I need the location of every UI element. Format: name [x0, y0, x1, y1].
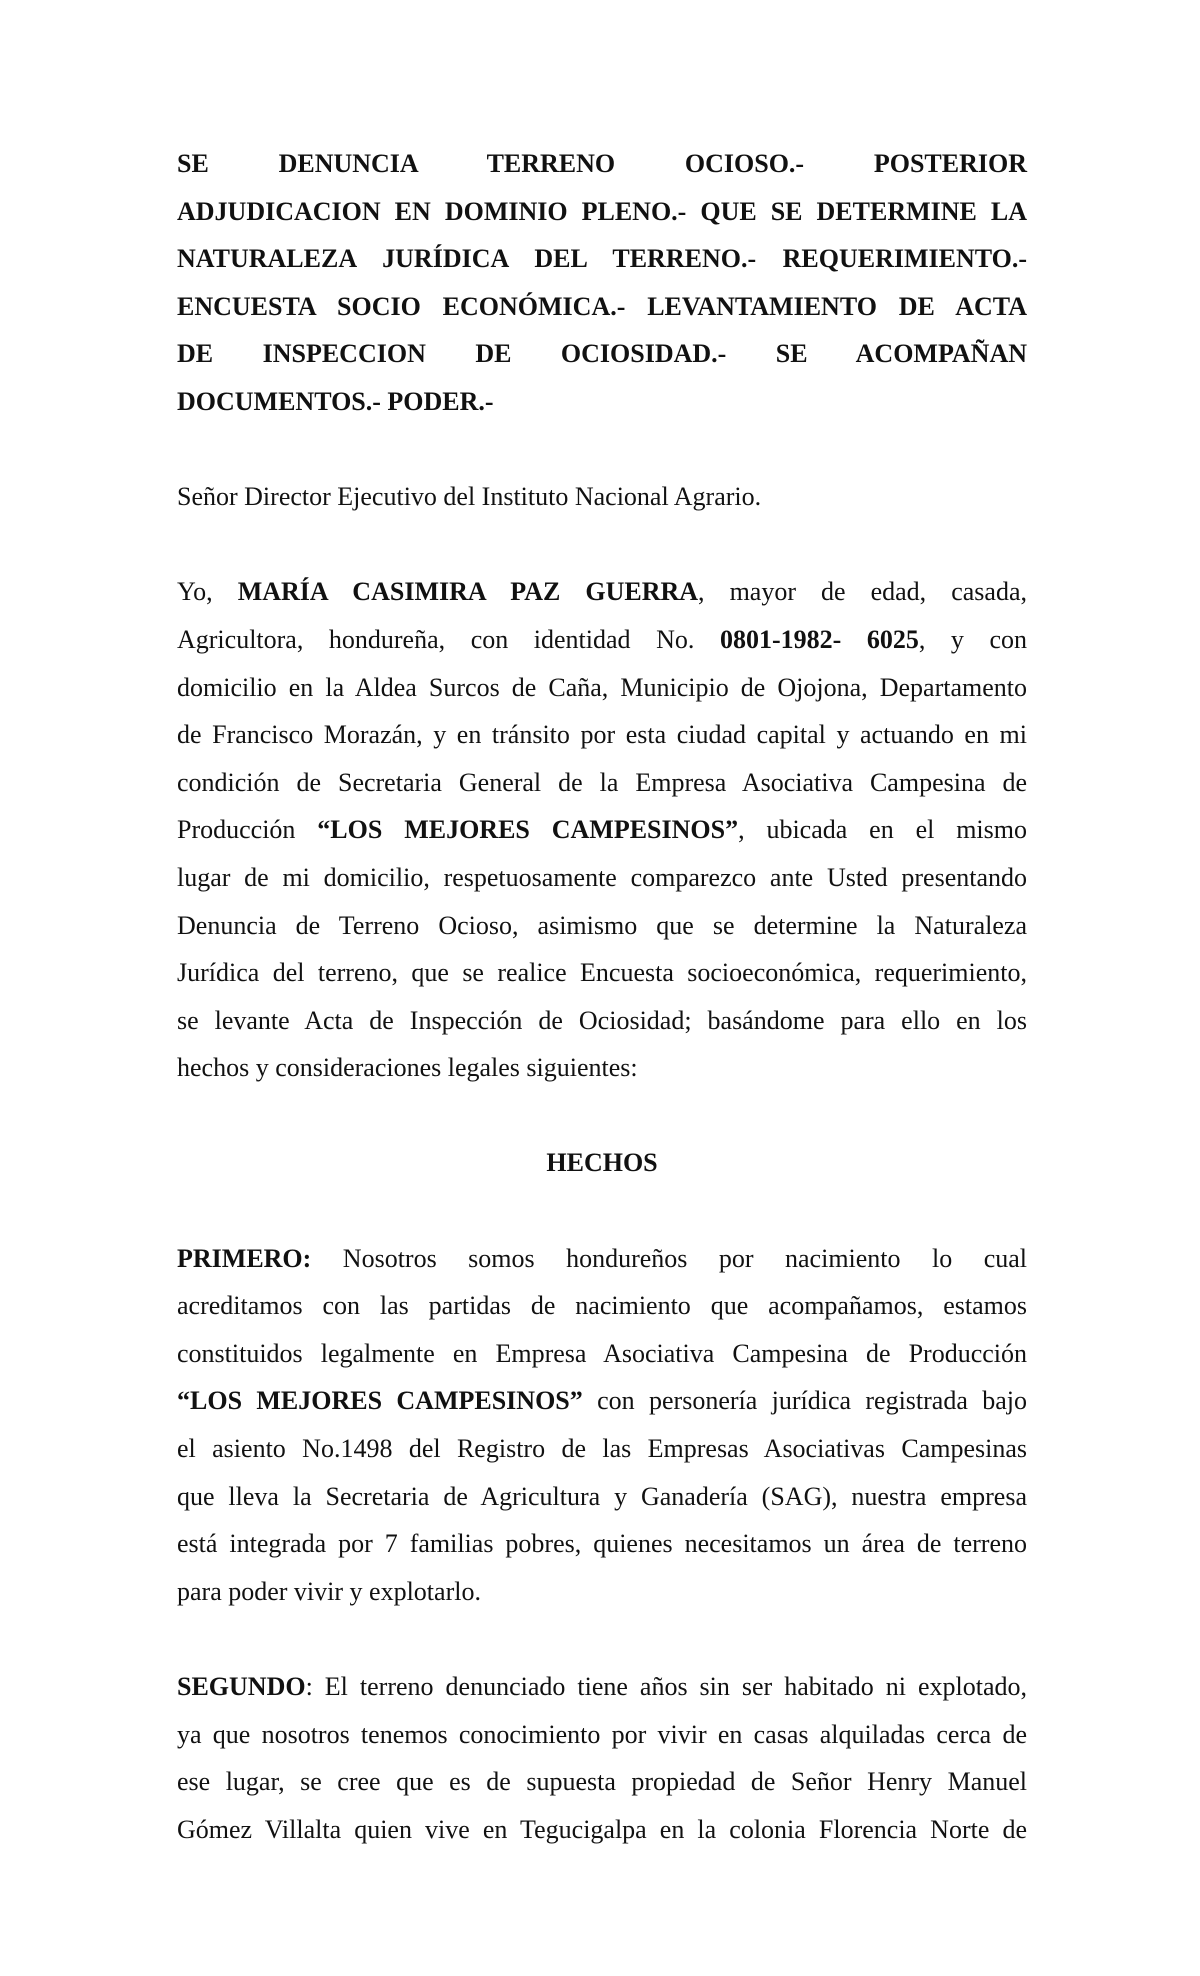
primero-line: PRIMERO: Nosotros somos hondureños por nacimiento lo cual — [177, 1243, 1027, 1273]
intro-line: Agricultora, hondureña, con identidad No. 0801-1982- 6025, y con — [177, 624, 1027, 654]
subject-line-2: ADJUDICACION EN DOMINIO PLENO.- QUE SE DETERMINE LA — [177, 196, 1027, 226]
paragraph-primero — [177, 1235, 1027, 1616]
segundo-line: Gómez Villalta quien vive en Tegucigalpa en la colonia Florencia Norte de — [177, 1814, 1027, 1844]
segundo-label: SEGUNDO — [177, 1672, 306, 1701]
section-title-hechos: HECHOS — [546, 1148, 658, 1178]
primero-line: el asiento No.1498 del Registro de las Empresas Asociativas Campesinas — [177, 1434, 1027, 1464]
subject-line-3: NATURALEZA JURÍDICA DEL TERRENO.- REQUERIMIENTO.- — [177, 244, 1027, 274]
intro-line: de Francisco Morazán, y en tránsito por esta ciudad capital y actuando en mi — [177, 720, 1027, 750]
primero-line: constituidos legalmente en Empresa Asociativa Campesina de Producción — [177, 1338, 1027, 1368]
primero-line: para poder vivir y explotarlo. — [177, 1576, 481, 1606]
primero-line: que lleva la Secretaria de Agricultura y Ganadería (SAG), nuestra empresa — [177, 1481, 1027, 1511]
intro-line: lugar de mi domicilio, respetuosamente comparezco ante Usted presentando — [177, 862, 1027, 892]
company-name: “LOS MEJORES CAMPESINOS” — [317, 815, 739, 845]
applicant-name: MARÍA CASIMIRA PAZ GUERRA — [237, 577, 699, 607]
intro-line: Yo, MARÍA CASIMIRA PAZ GUERRA, mayor de edad, casada, — [177, 577, 1027, 607]
intro-line: condición de Secretaria General de la Empresa Asociativa Campesina de — [177, 767, 1027, 797]
segundo-line: ya que nosotros tenemos conocimiento por vivir en casas alquiladas cerca de — [177, 1719, 1027, 1749]
intro-paragraph — [177, 568, 1027, 1092]
subject-line-1: SE DENUNCIA TERRENO OCIOSO.- POSTERIOR — [177, 149, 1028, 178]
company-name: “LOS MEJORES CAMPESINOS” — [177, 1386, 583, 1416]
intro-line: Denuncia de Terreno Ocioso, asimismo que se determine la Naturaleza — [177, 910, 1027, 940]
identity-number: 0801-1982- 6025 — [719, 624, 919, 654]
segundo-line: ese lugar, se cree que es de supuesta propiedad de Señor Henry Manuel — [177, 1767, 1027, 1797]
segundo-line: SEGUNDO: El terreno denunciado tiene años sin ser habitado ni explotado, — [177, 1672, 1027, 1701]
primero-line: está integrada por 7 familias pobres, quienes necesitamos un área de terreno — [177, 1529, 1027, 1559]
paragraph-segundo — [177, 1663, 1027, 1853]
subject-line-4: ENCUESTA SOCIO ECONÓMICA.- LEVANTAMIENTO DE ACTA — [177, 291, 1027, 321]
intro-line: domicilio en la Aldea Surcos de Caña, Municipio de Ojojona, Departamento — [177, 672, 1027, 702]
intro-line: Producción “LOS MEJORES CAMPESINOS”, ubicada en el mismo — [177, 815, 1027, 845]
primero-line: acreditamos con las partidas de nacimiento que acompañamos, estamos — [177, 1291, 1027, 1321]
salutation: Señor Director Ejecutivo del Instituto Nacional Agrario. — [177, 482, 762, 512]
intro-line: se levante Acta de Inspección de Ociosidad; basándome para ello en los — [177, 1005, 1027, 1035]
intro-line: Jurídica del terreno, que se realice Encuesta socioeconómica, requerimiento, — [177, 958, 1027, 988]
primero-line: “LOS MEJORES CAMPESINOS” con personería jurídica registrada bajo — [177, 1386, 1027, 1416]
subject-line-6: DOCUMENTOS.- PODER.- — [177, 386, 494, 416]
document-subject — [177, 140, 1027, 426]
primero-label: PRIMERO: — [177, 1243, 312, 1273]
intro-line: hechos y consideraciones legales siguientes: — [177, 1053, 638, 1083]
document-page — [177, 140, 1027, 1853]
subject-line-5: DE INSPECCION DE OCIOSIDAD.- SE ACOMPAÑAN — [177, 339, 1028, 369]
